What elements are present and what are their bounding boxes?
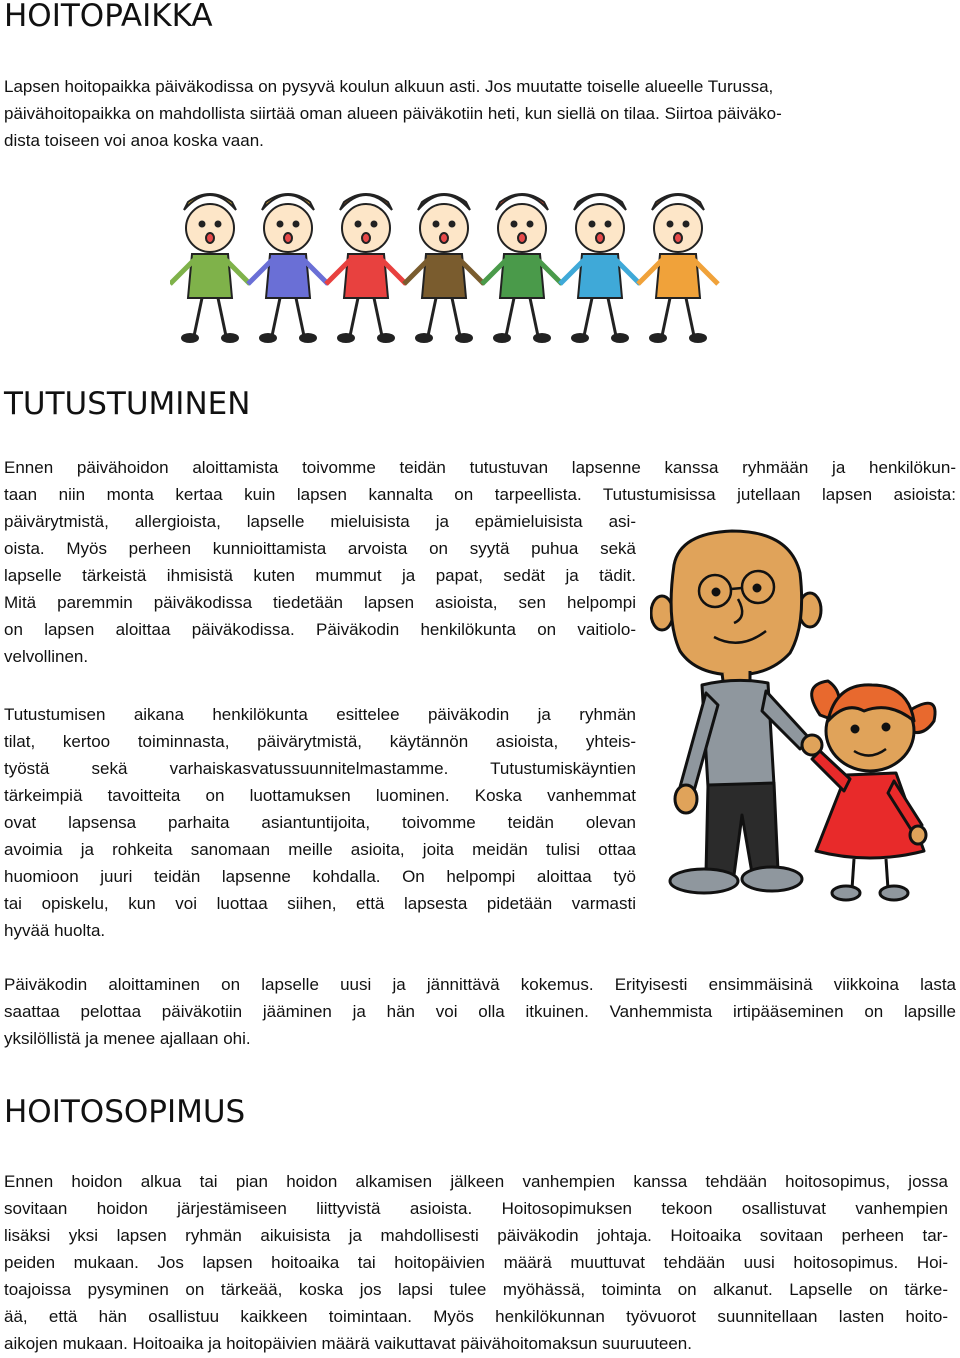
text-line: velvollinen. [4, 647, 89, 666]
child-figure [638, 194, 718, 342]
child-figure [248, 194, 328, 342]
text-line: päivähoitopaikka on mahdollista siirtää oman alueen päiväkotiin heti, kun siellä on tilaa. Siirtoa päiväko- [4, 104, 782, 123]
child-mouth [362, 233, 370, 243]
heading-hoitosopimus: HOITOSOPIMUS [4, 1094, 246, 1130]
child-mouth [440, 233, 448, 243]
text-line: taan niin monta kertaa kuin lapsen kannalta on tarpeellista. Tutustumisissa jutellaan lapsen asioista: [4, 485, 956, 504]
text-line: sovitaan hoidon järjestämiseen liittyvistä asioista. Hoitosopimuksen tekoon osallistuvat vanhempien [4, 1199, 948, 1218]
child-mouth [518, 233, 526, 243]
child-shirt [344, 254, 388, 298]
text-line: hyvää huolta. [4, 921, 106, 940]
child-head [264, 204, 312, 252]
child-mouth [674, 233, 682, 243]
paragraph-hoitopaikka [4, 73, 954, 154]
child-head [576, 204, 624, 252]
adult-right-shoe [742, 867, 802, 891]
adult-trousers [706, 783, 778, 875]
text-line: päivärytmistä, allergioista, lapselle mieluisista ja epämieluisista asi- [4, 512, 636, 531]
child-head [420, 204, 468, 252]
text-line: oista. Myös perheen kunnioittamista arvoista on syytä puhua sekä [4, 539, 636, 558]
child-figure [170, 194, 250, 342]
text-line: avoimia ja rohkeita sanomaan meille asioita, joita meidän tulisi ottaa [4, 840, 636, 859]
text-line: tai opiskelu, kun voi luottaa siihen, että lapsesta pidetään varmasti [4, 894, 636, 913]
text-line: ää, että hän osallistuu kaikkeen toimintaan. Myös henkilökunnan työvuorot suunnitellaan lasten hoito- [4, 1307, 948, 1326]
text-line: lapselle tärkeistä ihmisistä kuten mummut ja papat, sedät ja tädit. [4, 566, 636, 585]
text-line: Mitä paremmin päiväkodissa tiedetään lapsen asioista, sen helpompi [4, 593, 636, 612]
adult-figure [651, 531, 822, 893]
text-line: tärkeimpiä tavoitteita on luottamuksen luominen. Koska vanhemmat [4, 786, 636, 805]
text-line: ovat lapsensa parhaita asiantuntijoita, toivomme teidän olevan [4, 813, 636, 832]
child-mouth [596, 233, 604, 243]
child-figure [560, 194, 640, 342]
child-head [342, 204, 390, 252]
text-line: Lapsen hoitopaikka päiväkodissa on pysyvä koulun alkuun asti. Jos muutatte toiselle alueelle Turussa, [4, 77, 774, 96]
text-line: lisäksi yksi lapsen ryhmän aikuisista ja mahdollisesti päiväkodin johtaja. Hoitoaika sovitaan perheen tar- [4, 1226, 948, 1245]
text-line: yksilöllistä ja menee ajallaan ohi. [4, 1029, 251, 1048]
text-line: Ennen hoidon alkua tai pian hoidon alkamisen jälkeen vanhempien kanssa tehdään hoitosopimus, jossa [4, 1172, 948, 1191]
adult-shirt [702, 680, 774, 789]
text-line: huomioon juuri teidän lapsenne kohdalla. On helpompi aloittaa työ [4, 867, 636, 886]
adult-and-child-illustration [650, 525, 950, 910]
child-figure [326, 194, 406, 342]
children-holding-hands-illustration [170, 180, 790, 350]
heading-hoitopaikka: HOITOPAIKKA [4, 0, 213, 34]
paragraph-hoitosopimus [4, 1168, 948, 1357]
girl-right-shoe [880, 886, 908, 900]
child-mouth [206, 233, 214, 243]
text-line: toajoissa pysyminen on tärkeää, koska jos lapsi tulee myöhässä, toiminta on alkanut. Lapselle on tärke- [4, 1280, 948, 1299]
girl-left-shoe [832, 886, 860, 900]
text-line: Ennen päivähoidon aloittamista toivomme teidän tutustuvan lapsenne kanssa ryhmään ja henkilökun- [4, 458, 956, 477]
child-head [498, 204, 546, 252]
paragraph-tutustuminen-visit [4, 701, 636, 944]
adult-head [671, 531, 802, 675]
child-shirt [422, 254, 466, 298]
heading-tutustuminen: TUTUSTUMINEN [4, 386, 251, 422]
text-line: Päiväkodin aloittaminen on lapselle uusi ja jännittävä kokemus. Erityisesti ensimmäisinä viikkoina lasta [4, 975, 956, 994]
text-line: aikojen mukaan. Hoitoaika ja hoitopäivien määrä vaikuttavat päivähoitomaksun suuruuteen. [4, 1334, 692, 1353]
text-line: saattaa pelottaa päiväkotiin jääminen ja hän voi olla itkuinen. Vanhemmista irtipääseminen on lapsille [4, 1002, 956, 1021]
paragraph-tutustuminen-closing [4, 971, 956, 1052]
text-line: Tutustumisen aikana henkilökunta esittelee päiväkodin ja ryhmän [4, 705, 636, 724]
text-line: työstä sekä varhaiskasvatussuunnitelmastamme. Tutustumiskäyntien [4, 759, 636, 778]
text-line: on lapsen aloittaa päiväkodissa. Päiväkodin henkilökunta on vaitiolo- [4, 620, 636, 639]
child-figure [404, 194, 484, 342]
text-line: dista toiseen voi anoa koska vaan. [4, 131, 264, 150]
adult-left-shoe [670, 869, 738, 893]
text-line: peiden mukaan. Jos lapsen hoitoaika tai hoitopäivien määrä muuttuvat tehdään uusi hoitosopimus. Hoi- [4, 1253, 948, 1272]
child-mouth [284, 233, 292, 243]
child-figure [482, 194, 562, 342]
girl-figure [812, 681, 935, 900]
child-head [186, 204, 234, 252]
children-figures [170, 194, 718, 342]
text-line: tilat, kertoo toiminnasta, päivärytmistä, käytännön asioista, yhteis- [4, 732, 636, 751]
child-head [654, 204, 702, 252]
